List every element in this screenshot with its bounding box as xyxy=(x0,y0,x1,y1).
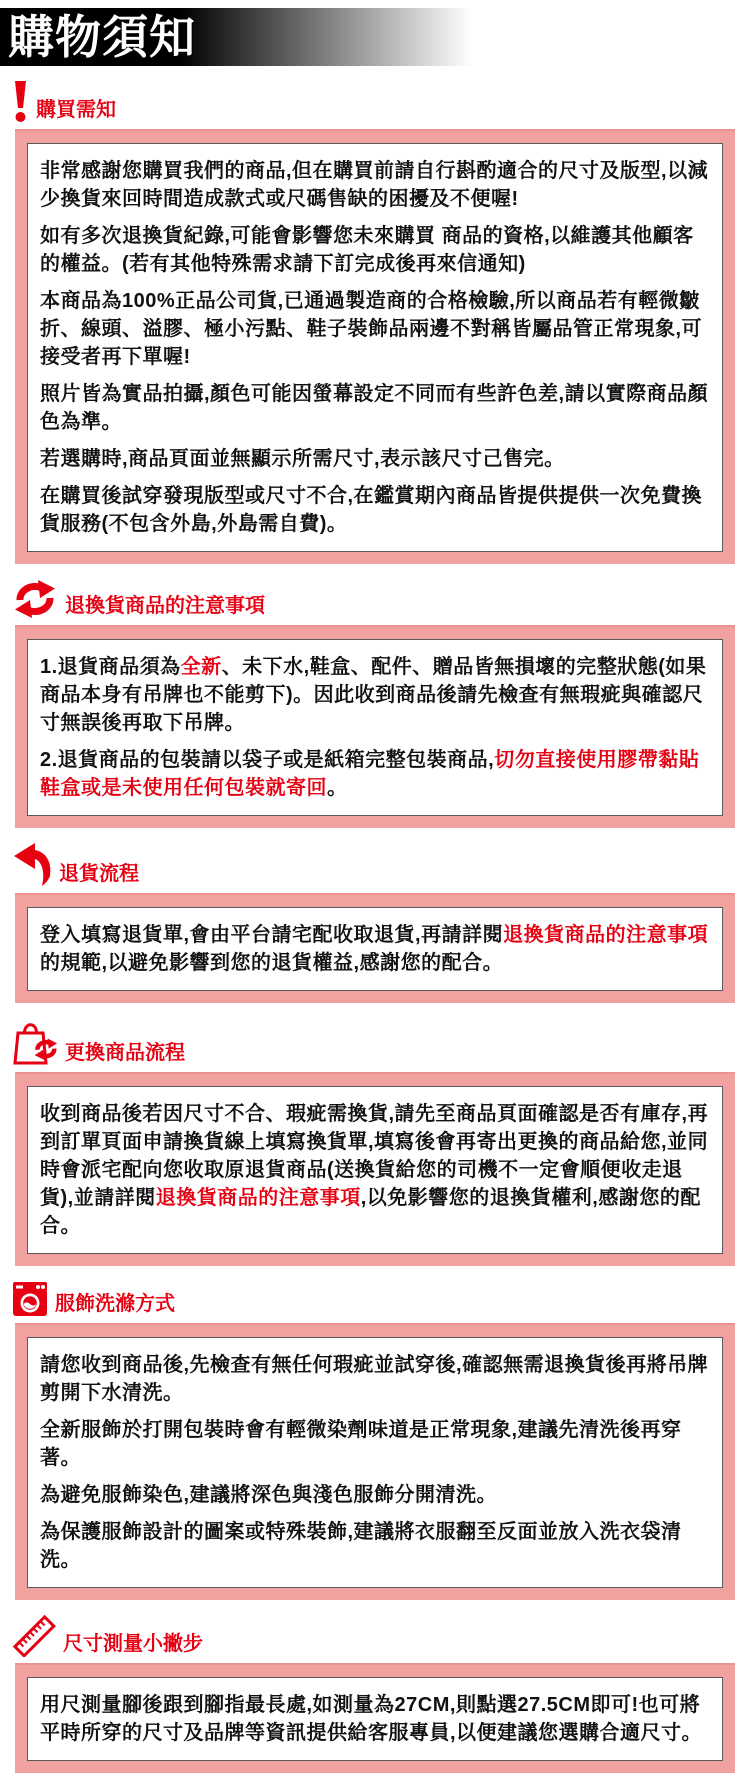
notice-box xyxy=(15,1663,735,1773)
exclamation-icon xyxy=(12,81,29,123)
body-text: 1.退貨商品須為 xyxy=(40,656,181,678)
section-purchase-notice xyxy=(0,81,750,564)
notice-box-inner xyxy=(27,639,723,816)
return-arrow-icon xyxy=(12,843,52,887)
section-return-process xyxy=(0,843,750,1003)
paragraph xyxy=(40,746,710,802)
body-text: 登入填寫退貨單,會由平台請宅配收取退貨,再請詳閱 xyxy=(40,924,504,946)
body-text: 在購買後試穿發現版型或尺寸不合,在鑑賞期內商品皆提供提供一次免費換貨服務(不包含外島,外島需自費)。 xyxy=(40,485,703,535)
paragraph xyxy=(40,445,710,473)
section-title: 購買需知 xyxy=(36,99,116,121)
page-header-banner xyxy=(0,8,750,66)
highlight-red-text: 全新 xyxy=(180,656,222,678)
section-title: 尺寸測量小撇步 xyxy=(63,1633,203,1655)
body-text: 、未下水,鞋盒、配件、贈品皆無損壞的完整狀態(如果商品本身有吊牌也不能剪下)。因此收到商品後請先檢查有無瑕疵與確認尺寸無誤後再取下吊牌。 xyxy=(40,656,707,734)
notice-box-inner xyxy=(27,907,723,991)
body-text: 用尺測量腳後跟到腳指最長處,如測量為27CM,則點選27.5CM即可!也可將平時所穿的尺寸及品牌等資訊提供給客服專員,以便建議您選購合適尺寸。 xyxy=(40,1694,703,1744)
highlight-red-text: 退換貨商品的注意事項 xyxy=(503,924,709,946)
notice-box-inner xyxy=(27,1337,723,1588)
paragraph xyxy=(40,1351,710,1407)
body-text: 若選購時,商品頁面並無顯示所需尺寸,表示該尺寸己售完。 xyxy=(40,448,565,470)
section-exchange-process xyxy=(0,1018,750,1266)
notice-box-inner xyxy=(27,1086,723,1254)
paragraph xyxy=(40,921,710,977)
section-title: 服飾洗滌方式 xyxy=(55,1293,175,1315)
paragraph xyxy=(40,1691,710,1747)
washing-machine-icon xyxy=(12,1281,48,1317)
section-head xyxy=(12,1018,750,1066)
highlight-red-text: 切勿直接使用膠帶黏貼鞋盒或是未使用任何包裝就寄回 xyxy=(40,749,700,799)
paragraph xyxy=(40,1481,710,1509)
body-text: 本商品為100%正品公司貨,已通過製造商的合格檢驗,所以商品若有輕微皺折、線頭、溢膠、極小污點、鞋子裝飾品兩邊不對稱皆屬品管正常現象,可接受者再下單喔! xyxy=(40,290,703,368)
section-return-exchange-notes xyxy=(0,579,750,828)
body-text: 為保護服飾設計的圖案或特殊裝飾,建議將衣服翻至反面並放入洗衣袋清洗。 xyxy=(40,1521,682,1571)
paragraph xyxy=(40,1416,710,1472)
ruler-icon xyxy=(12,1615,56,1657)
shopping-notice-page xyxy=(0,8,750,1783)
section-title: 退換貨商品的注意事項 xyxy=(65,595,265,617)
body-text: 如有多次退換貨紀錄,可能會影響您未來購買 商品的資格,以維護其他顧客的權益。(若有其他特殊需求請下訂完成後再來信通知) xyxy=(40,225,694,275)
notice-box xyxy=(15,1072,735,1266)
notice-box-inner xyxy=(27,143,723,552)
body-text: 非常感謝您購買我們的商品,但在購買前請自行斟酌適合的尺寸及版型,以減少換貨來回時間造成款式或尺碼售缺的困擾及不便喔! xyxy=(40,160,709,210)
body-text: 為避免服飾染色,建議將深色與淺色服飾分開清洗。 xyxy=(40,1484,498,1506)
paragraph xyxy=(40,482,710,538)
paragraph xyxy=(40,287,710,371)
notice-box xyxy=(15,129,735,564)
body-text: 。 xyxy=(327,777,348,799)
section-head xyxy=(12,81,750,123)
bag-exchange-icon xyxy=(12,1018,58,1066)
body-text: 請您收到商品後,先檢查有無任何瑕疵並試穿後,確認無需退換貨後再將吊牌剪開下水清洗。 xyxy=(40,1354,709,1404)
paragraph xyxy=(40,222,710,278)
notice-box xyxy=(15,625,735,828)
body-text: 2.退貨商品的包裝請以袋子或是紙箱完整包裝商品, xyxy=(40,749,495,771)
notice-box-inner xyxy=(27,1677,723,1761)
section-head xyxy=(12,843,750,887)
paragraph xyxy=(40,157,710,213)
body-text: 的規範,以避免影響到您的退貨權益,感謝您的配合。 xyxy=(40,952,504,974)
notice-box xyxy=(15,893,735,1003)
paragraph xyxy=(40,1518,710,1574)
page-title: 購物須知 xyxy=(8,11,196,63)
body-text: ,以免影響您的退換貨權利,感謝您的配合。 xyxy=(40,1187,701,1237)
section-head xyxy=(12,579,750,619)
highlight-red-text: 退換貨商品的注意事項 xyxy=(155,1187,361,1209)
paragraph xyxy=(40,1100,710,1240)
notice-box xyxy=(15,1323,735,1600)
section-title: 退貨流程 xyxy=(59,863,139,885)
recycle-icon xyxy=(12,579,58,619)
section-head xyxy=(12,1281,750,1317)
body-text: 收到商品後若因尺寸不合、瑕疵需換貨,請先至商品頁面確認是否有庫存,再到訂單頁面申請換貨線上填寫換貨單,填寫後會再寄出更換的商品給您,並同時會派宅配向您收取原退貨商品(送換貨給您的司機不一定會順便收走退貨),並請詳閱 xyxy=(40,1103,709,1209)
section-washing-instructions xyxy=(0,1281,750,1600)
paragraph xyxy=(40,380,710,436)
body-text: 照片皆為實品拍攝,顏色可能因螢幕設定不同而有些許色差,請以實際商品顏色為準。 xyxy=(40,383,709,433)
paragraph xyxy=(40,653,710,737)
section-head xyxy=(12,1615,750,1657)
section-size-tips xyxy=(0,1615,750,1773)
section-title: 更換商品流程 xyxy=(65,1042,185,1064)
body-text: 全新服飾於打開包裝時會有輕微染劑味道是正常現象,建議先清洗後再穿著。 xyxy=(40,1419,682,1469)
